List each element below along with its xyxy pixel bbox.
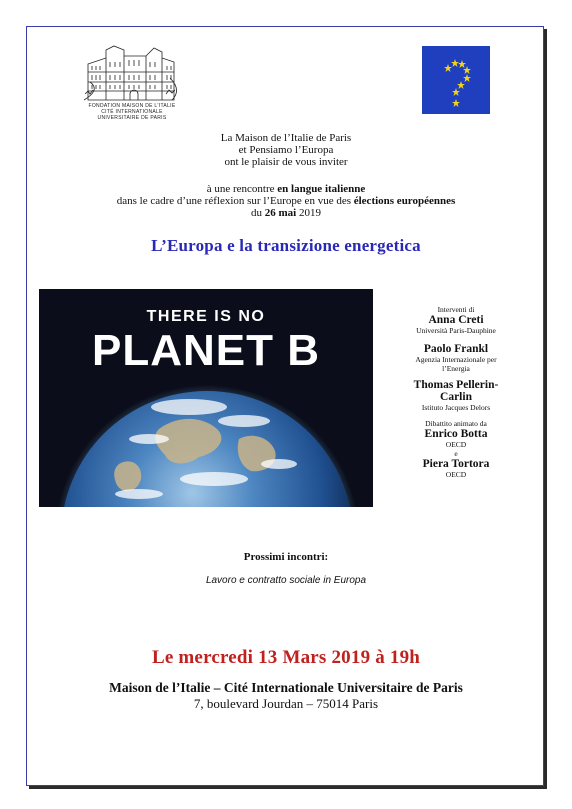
moderator-name: Piera Tortora bbox=[422, 458, 490, 470]
speakers-panel bbox=[378, 305, 534, 479]
speaker-name: Paolo Frankl bbox=[423, 343, 489, 355]
speaker-org: Istituto Jacques Delors bbox=[421, 403, 491, 412]
speaker-name: Thomas Pellerin- bbox=[413, 379, 499, 391]
intro-election-date-line bbox=[40, 207, 532, 219]
event-date: Le mercredi 13 Mars 2019 à 19h bbox=[151, 647, 421, 668]
intro-line: et Pensiamo l’Europa bbox=[238, 144, 334, 156]
intro-block bbox=[40, 132, 532, 168]
event-title: L’Europa e la transizione energetica bbox=[151, 236, 421, 255]
speaker-org: Agenzia Internazionale per bbox=[415, 355, 497, 364]
planet-b-image bbox=[39, 289, 373, 507]
event-address: 7, boulevard Jourdan – 75014 Paris bbox=[193, 696, 379, 711]
intro-text: 2019 bbox=[296, 207, 321, 219]
interventi-label: Interventi di bbox=[437, 305, 475, 314]
intro-bold-text: en langue italienne bbox=[277, 183, 366, 195]
eu-flag-question-icon bbox=[422, 46, 490, 114]
intro-language-line bbox=[40, 183, 532, 195]
speaker-name: Carlin bbox=[440, 391, 472, 403]
speaker-org: l’Energia bbox=[442, 364, 470, 373]
speaker-org: Università Paris-Dauphine bbox=[416, 326, 496, 335]
intro-text: dans le cadre d’une réflexion sur l’Europe en vue des bbox=[116, 195, 354, 207]
intro-details bbox=[40, 183, 532, 219]
intro-text: à une rencontre bbox=[206, 183, 278, 195]
logo-caption-line2: CITÉ INTERNATIONALE UNIVERSITAIRE DE PARIS bbox=[97, 109, 167, 121]
event-venue: Maison de l’Italie – Cité Internationale Universitaire de Paris bbox=[109, 680, 463, 695]
intro-bold-text: 26 mai bbox=[264, 207, 297, 219]
intro-line: ont le plaisir de vous inviter bbox=[224, 156, 348, 168]
moderator-org: OECD bbox=[445, 470, 467, 479]
moderator-name: Enrico Botta bbox=[424, 428, 488, 440]
conjunction: e bbox=[454, 449, 458, 458]
logo-caption bbox=[80, 103, 184, 121]
intro-context-line bbox=[40, 195, 532, 207]
intro-bold-text: élections européennes bbox=[353, 195, 456, 207]
intro-text: du bbox=[251, 207, 265, 219]
moderator-org: OECD bbox=[445, 440, 467, 449]
next-event-item: Lavoro e contratto sociale in Europa bbox=[205, 575, 367, 586]
hero-line1: THERE IS NO bbox=[146, 308, 266, 325]
hero-line2: PLANET B bbox=[92, 326, 320, 375]
logo-caption-line1: FONDATION MAISON DE L'ITALIE bbox=[88, 103, 176, 109]
moderation-label: Dibattito animato da bbox=[425, 419, 487, 428]
speaker-name: Anna Creti bbox=[428, 314, 484, 326]
next-events-label: Prossimi incontri: bbox=[243, 551, 329, 563]
intro-line: La Maison de l’Italie de Paris bbox=[220, 132, 352, 144]
